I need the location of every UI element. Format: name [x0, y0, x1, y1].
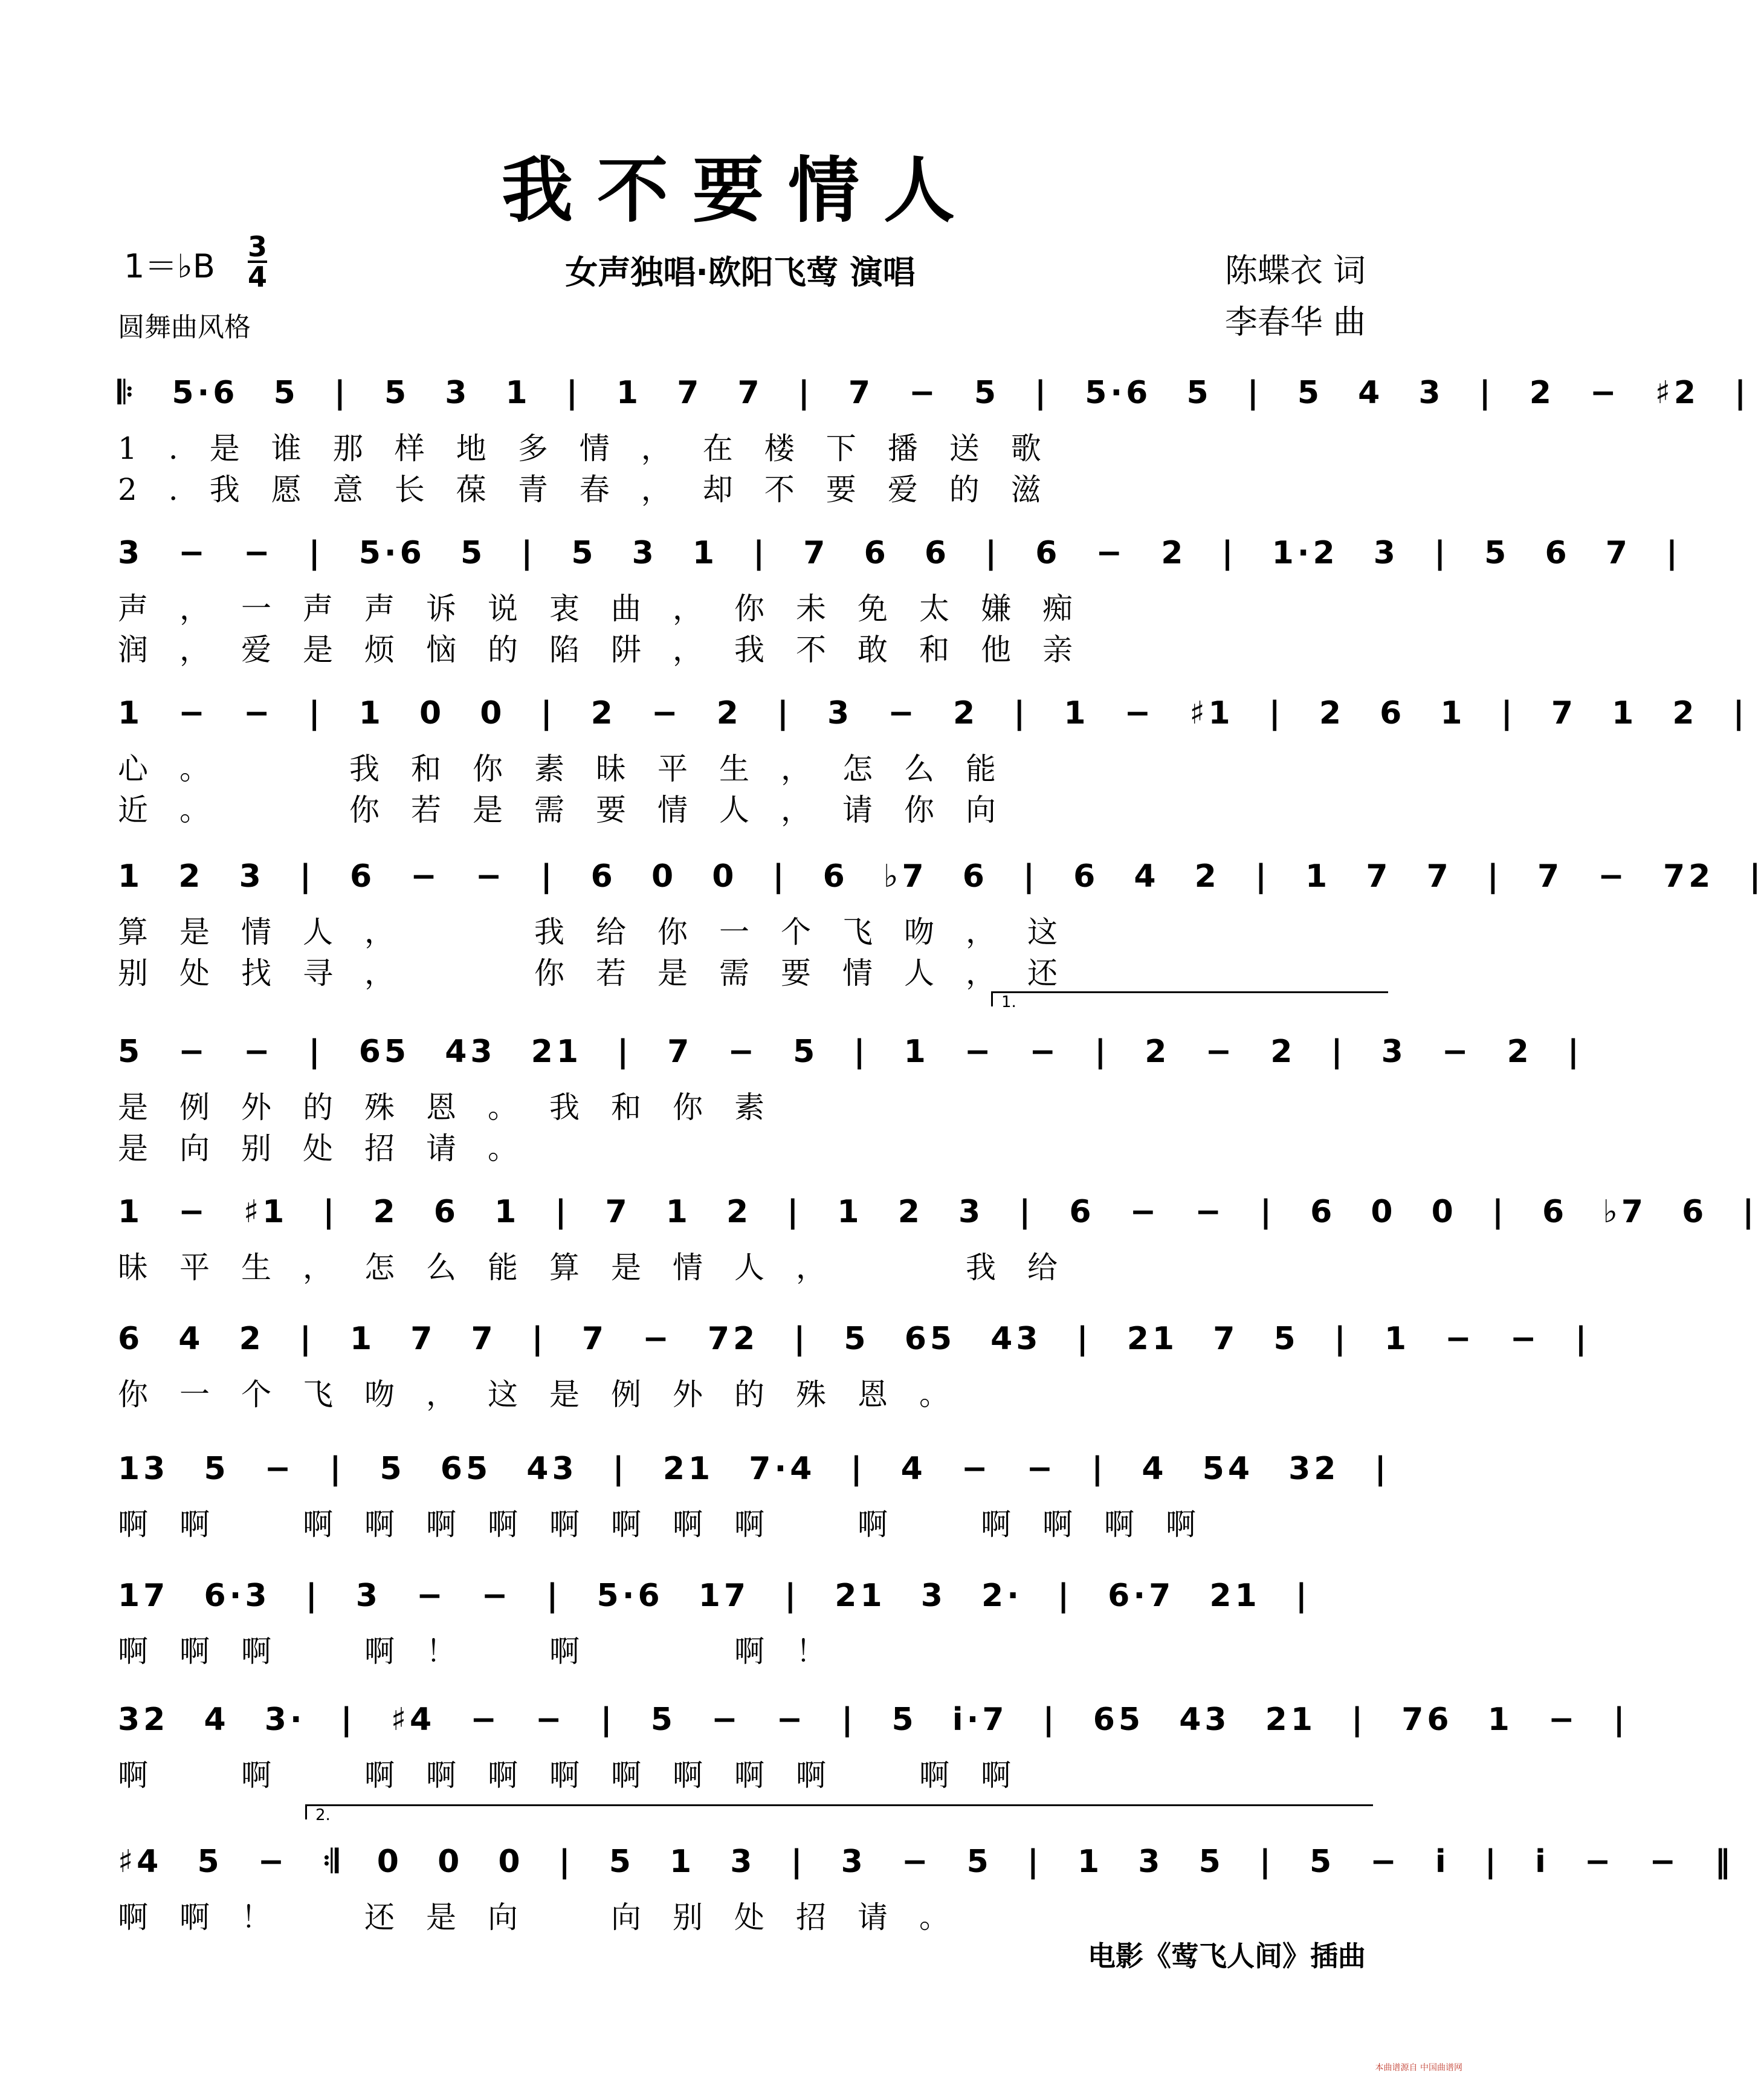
notes-line: 𝄆 5·6 5 | 5 3 1 | 1 7 7 | 7 − 5 | 5·6 5 | 5 4 3 | 2 − ♯2 | — [118, 375, 1750, 411]
notes-line: 1 − − | 1 0 0 | 2 − 2 | 3 − 2 | 1 − ♯1 | 2 6 1 | 7 1 2 | — [118, 695, 1748, 731]
notes-line: 1 2 3 | 6 − − | 6 0 0 | 6 ♭7 6 | 6 4 2 | 1 7 7 | 7 − 72 | — [118, 858, 1764, 895]
volta-bracket-2: 2. — [305, 1804, 1373, 1819]
lyric-line: 啊啊！ 还是向 向别处招请。 — [118, 1900, 981, 1935]
lyric-line: 啊啊 啊啊啊啊啊啊啊啊 啊 啊啊啊啊 — [118, 1507, 1227, 1542]
lyric-line: 你一个飞吻，这是例外的殊恩。 — [118, 1377, 981, 1412]
lyric-line: 啊啊啊 啊！ 啊 啊！ — [118, 1634, 858, 1669]
lyric-verse-1: 是例外的殊恩。我和你素 — [118, 1090, 796, 1125]
lyric-verse-2: 是向别处招请。 — [118, 1131, 549, 1166]
lyric-verse-2: 润，爱是烦恼的陷阱，我不敢和他亲 — [118, 632, 1104, 667]
lyric-verse-1: 声，一声声诉说衷曲，你未免太嫌痴 — [118, 591, 1104, 626]
lyric-verse-2: 近。 你若是需要情人，请你向 — [118, 792, 1027, 828]
lyric-verse-1: 算是情人， 我给你一个飞吻，这 — [118, 915, 1089, 950]
film-credit: 电影《莺飞人间》插曲 — [1088, 1940, 1366, 1972]
notes-line: 3 − − | 5·6 5 | 5 3 1 | 7 6 6 | 6 − 2 | 1·2 3 | 5 6 7 | — [118, 535, 1682, 571]
lyric-verse-2: 别处找寻， 你若是需要情人，还 — [118, 956, 1089, 991]
notes-line: 17 6·3 | 3 − − | 5·6 17 | 21 3 2· | 6·7 21 | — [118, 1578, 1311, 1614]
site-watermark: 本曲谱源自 中国曲谱网 — [1375, 2063, 1462, 2073]
notes-line: 1 − ♯1 | 2 6 1 | 7 1 2 | 1 2 3 | 6 − − | 6 0 0 | 6 ♭7 6 | — [118, 1194, 1758, 1230]
performer-subtitle: 女声独唱·欧阳飞莺 演唱 — [565, 253, 916, 291]
notes-line: 6 4 2 | 1 7 7 | 7 − 72 | 5 65 43 | 21 7 5 | 1 − − | — [118, 1321, 1591, 1357]
lyric-verse-1: 心。 我和你素昧平生，怎么能 — [118, 751, 1027, 786]
style-marking: 圆舞曲风格 — [118, 312, 251, 343]
notes-line: ♯4 5 − 𝄇 0 0 0 | 5 1 3 | 3 − 5 | 1 3 5 | 5 − i | i − − ‖ — [118, 1844, 1734, 1880]
time-sig-bottom: 4 — [248, 261, 268, 293]
side-watermark-left — [0, 0, 12, 2083]
key-signature: 1＝♭B — [124, 247, 215, 285]
lyricist-credit: 陈蝶衣 词 — [1224, 251, 1366, 290]
notes-line: 13 5 − | 5 65 43 | 21 7·4 | 4 − − | 4 54 32 | — [118, 1451, 1390, 1487]
lyric-line: 昧平生，怎么能算是情人， 我给 — [118, 1250, 1089, 1285]
lyric-line: 啊 啊 啊啊啊啊啊啊啊啊 啊啊 — [118, 1758, 1042, 1793]
time-sig-top: 3 — [248, 230, 268, 263]
composer-credit: 李春华 曲 — [1224, 303, 1366, 341]
song-title: 我不要情人 — [501, 148, 979, 232]
volta-bracket-1: 1. — [991, 991, 1388, 1006]
lyric-verse-1: 1.是谁那样地多情，在楼下播送歌 — [118, 431, 1073, 466]
notes-line: 5 − − | 65 43 21 | 7 − 5 | 1 − − | 2 − 2 | 3 − 2 | — [118, 1034, 1583, 1070]
lyric-verse-2: 2.我愿意长葆青春，却不要爱的滋 — [118, 472, 1073, 507]
notes-line: 32 4 3· | ♯4 − − | 5 − − | 5 i·7 | 65 43 21 | 76 1 − | — [118, 1702, 1629, 1738]
